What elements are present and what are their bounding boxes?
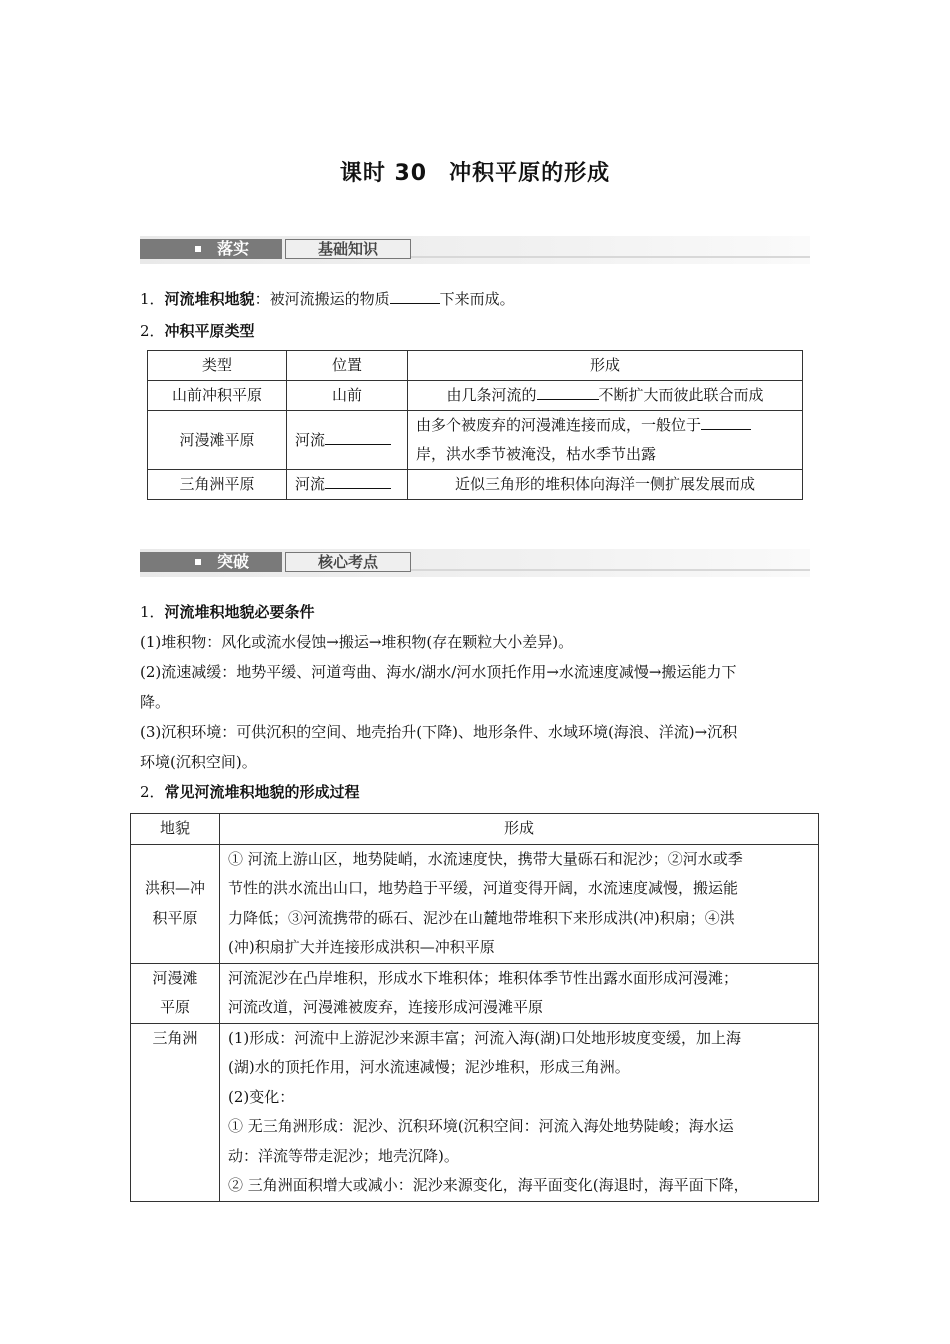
page-title	[0, 156, 950, 187]
table-row	[148, 411, 803, 470]
table-row	[131, 1023, 819, 1201]
fill-blank	[325, 429, 391, 445]
part-heading	[140, 777, 815, 807]
banner-label: 落实	[217, 239, 250, 258]
formation-line: 节性的洪水流出山口，地势趋于平缓，河道变得开阔，水流速度减慢，搬运能	[228, 879, 739, 897]
square-bullet-icon	[195, 246, 201, 252]
landform-cell	[131, 963, 220, 1023]
formation-cell	[220, 844, 819, 963]
type-cell: 三角洲平原	[148, 470, 287, 500]
formation-line: (2)变化：	[228, 1087, 295, 1106]
item-2	[140, 316, 815, 346]
banner-sub-label: 基础知识	[317, 240, 378, 258]
part-1	[140, 597, 815, 807]
formation-line: (湖)水的顶托作用，河水流速减慢；泥沙堆积，形成三角洲。	[228, 1058, 630, 1076]
table-header-row	[148, 351, 803, 381]
formation-cell	[220, 963, 819, 1023]
part-heading	[140, 597, 815, 627]
formation-text: 不断扩大而彼此联合而成	[598, 386, 764, 404]
landform-name: 平原	[159, 998, 190, 1016]
landform-cell	[131, 844, 220, 963]
table-row	[148, 470, 803, 500]
table-header-row	[131, 814, 819, 845]
header-cell: 类型	[148, 351, 287, 381]
header-cell: 形成	[408, 351, 803, 381]
banner-divider	[411, 569, 810, 571]
item-text: 下来而成。	[439, 290, 515, 308]
header-cell: 地貌	[131, 814, 220, 845]
header-cell: 位置	[287, 351, 408, 381]
position-text: 河流	[295, 475, 326, 493]
lesson-number: 课时 30	[339, 161, 428, 186]
plain-types-table	[147, 350, 803, 500]
position-cell: 山前	[287, 381, 408, 411]
section-banner-key-points	[140, 549, 810, 577]
position-cell	[287, 470, 408, 500]
item-heading: 常见河流堆积地貌的形成过程	[164, 783, 360, 801]
item-number: 2．	[140, 783, 165, 801]
formation-text: 由多个被废弃的河漫滩连接而成，一般位于	[416, 416, 702, 434]
position-cell	[287, 411, 408, 470]
formation-line: 力降低；③河流携带的砾石、泥沙在山麓地带堆积下来形成洪(冲)积扇；④洪	[228, 908, 735, 927]
formation-line: 河流泥沙在凸岸堆积，形成水下堆积体；堆积体季节性出露水面形成河漫滩；	[228, 968, 739, 987]
header-cell: 形成	[220, 814, 819, 845]
type-cell: 河漫滩平原	[148, 411, 287, 470]
text-line: (3)沉积环境：可供沉积的空间、地壳抬升(下降)、地形条件、水域环境(海浪、洋流)→沉积	[140, 723, 738, 741]
table-row	[148, 381, 803, 411]
banner-sub-label: 核心考点	[317, 553, 378, 571]
landform-cell	[131, 1023, 220, 1201]
fill-blank	[701, 414, 751, 430]
banner-label: 突破	[217, 552, 250, 571]
banner-dark-tab	[140, 552, 282, 572]
item-heading: 冲积平原类型	[164, 322, 255, 340]
landform-name: 洪积—冲	[144, 879, 205, 897]
lesson-name: 冲积平原的形成	[449, 161, 611, 186]
landform-name: 积平原	[152, 908, 198, 927]
landform-name: 河漫滩	[152, 968, 198, 987]
formation-line: 动：洋流等带走泥沙；地壳沉降)。	[228, 1146, 459, 1165]
item-number: 1．	[140, 290, 165, 308]
table-row	[131, 963, 819, 1023]
section-banner-basics	[140, 236, 810, 264]
text-line: (2)流速减缓：地势平缓、河道弯曲、海水/湖水/河水顶托作用→水流速度减慢→搬运能力下	[140, 663, 737, 681]
formation-line: ① 无三角洲形成：泥沙、沉积环境(沉积空间：河流入海处地势陡峻；海水运	[228, 1117, 734, 1135]
square-bullet-icon	[195, 559, 201, 565]
landform-name: 三角洲	[152, 1028, 198, 1047]
formation-cell	[220, 1023, 819, 1201]
item-number: 1．	[140, 603, 165, 621]
text-line: (1)堆积物：风化或流水侵蚀→搬运→堆积物(存在颗粒大小差异)。	[140, 633, 574, 651]
position-text: 河流	[295, 430, 326, 449]
table-row	[131, 844, 819, 963]
landform-formation-table	[130, 813, 819, 1202]
banner-light-tab	[285, 552, 411, 572]
fill-blank	[390, 288, 440, 304]
item-1	[140, 284, 815, 314]
formation-text: 岸，洪水季节被淹没，枯水季节出露	[416, 445, 657, 463]
formation-text: 由几条河流的	[446, 386, 537, 404]
formation-cell	[408, 381, 803, 411]
banner-light-tab	[285, 239, 411, 259]
fill-blank	[537, 384, 599, 400]
formation-line: ① 河流上游山区，地势陡峭，水流速度快，携带大量砾石和泥沙；②河水或季	[228, 849, 743, 868]
item-heading: 河流堆积地貌	[164, 290, 255, 308]
formation-line: (1)形成：河流中上游泥沙来源丰富；河流入海(湖)口处地形坡度变缓，加上海	[228, 1028, 741, 1047]
item-text: ：被河流搬运的物质	[254, 290, 390, 308]
text-line: 降。	[140, 693, 171, 711]
type-cell: 山前冲积平原	[148, 381, 287, 411]
banner-dark-tab	[140, 239, 282, 259]
formation-line: (冲)积扇扩大并连接形成洪积—冲积平原	[228, 938, 495, 956]
item-heading: 河流堆积地貌必要条件	[164, 603, 315, 621]
fill-blank	[325, 473, 391, 489]
formation-cell	[408, 411, 803, 470]
item-number: 2．	[140, 322, 165, 340]
formation-cell: 近似三角形的堆积体向海洋一侧扩展发展而成	[408, 470, 803, 500]
text-line: 环境(沉积空间)。	[140, 753, 257, 771]
formation-line: 河流改道，河漫滩被废弃，连接形成河漫滩平原	[228, 998, 544, 1016]
formation-line: ② 三角洲面积增大或减小：泥沙来源变化，海平面变化(海退时，海平面下降，	[228, 1176, 749, 1194]
banner-divider	[411, 256, 810, 258]
